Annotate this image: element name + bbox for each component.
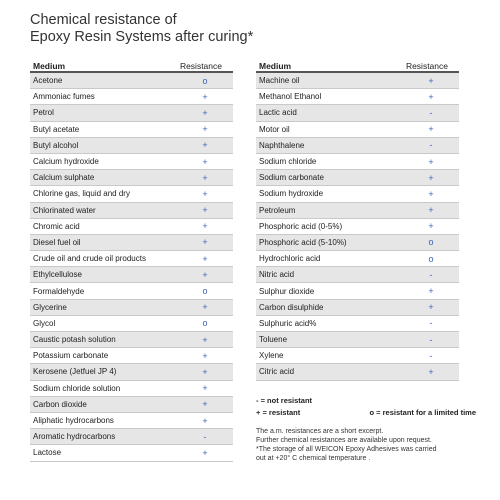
- medium-cell: Butyl alcohol: [33, 140, 79, 150]
- medium-cell: Aliphatic hydrocarbons: [33, 416, 114, 426]
- note-line: The a.m. resistances are a short excerpt.: [256, 428, 384, 435]
- table-row: [256, 283, 459, 299]
- medium-cell: Chlorine gas, liquid and dry: [33, 189, 130, 199]
- table-row: [256, 154, 459, 170]
- table-row: [30, 348, 233, 364]
- note-line: *The storage of all WEICON Epoxy Adhesives was carried: [256, 446, 437, 453]
- medium-cell: Motor oil: [259, 124, 290, 134]
- table-row: [30, 73, 233, 89]
- medium-cell: Aromatic hydrocarbons: [33, 432, 116, 442]
- legend-not-resistant: - = not resistant: [256, 396, 313, 405]
- table-row: [30, 105, 233, 121]
- footnotes: [256, 427, 481, 463]
- legend: [256, 396, 476, 417]
- medium-cell: Sodium chloride: [259, 157, 317, 167]
- resistance-table-right: [256, 57, 459, 381]
- resistance-cell: +: [202, 140, 208, 151]
- table-row: [30, 203, 233, 219]
- medium-cell: Sulphuric acid%: [259, 318, 317, 328]
- table-row: [256, 300, 459, 316]
- resistance-cell: +: [428, 124, 434, 135]
- table-row: [30, 316, 233, 332]
- medium-cell: Acetone: [33, 76, 63, 86]
- medium-cell: Petroleum: [259, 205, 296, 215]
- medium-cell: Diesel fuel oil: [33, 237, 81, 247]
- table-row: [30, 300, 233, 316]
- resistance-cell: +: [202, 366, 208, 377]
- resistance-cell: +: [428, 91, 434, 102]
- resistance-cell: +: [428, 172, 434, 183]
- resistance-cell: +: [202, 107, 208, 118]
- medium-cell: Citric acid: [259, 367, 295, 377]
- resistance-cell: o: [202, 318, 208, 329]
- medium-cell: Chromic acid: [33, 221, 80, 231]
- table-body: [256, 73, 459, 381]
- resistance-cell: +: [202, 237, 208, 248]
- medium-cell: Potassium carbonate: [33, 351, 109, 361]
- medium-cell: Calcium hydroxide: [33, 157, 99, 167]
- table-row: [256, 235, 459, 251]
- table-row: [256, 138, 459, 154]
- table-row: [30, 267, 233, 283]
- medium-cell: Ethylcellulose: [33, 270, 82, 280]
- table-row: [30, 235, 233, 251]
- medium-cell: Glycol: [33, 318, 56, 328]
- table-row: [30, 122, 233, 138]
- medium-cell: Chlorinated water: [33, 205, 96, 215]
- resistance-cell: o: [428, 253, 434, 264]
- legend-resistant: + = resistant: [256, 408, 301, 417]
- resistance-cell: -: [429, 107, 433, 118]
- table-row: [30, 251, 233, 267]
- resistance-cell: o: [202, 75, 208, 86]
- resistance-column-header: Resistance: [179, 61, 222, 71]
- table-row: [256, 267, 459, 283]
- medium-cell: Glycerine: [33, 302, 67, 312]
- table-row: [30, 170, 233, 186]
- resistance-cell: -: [429, 318, 433, 329]
- legend-limited: o = resistant for a limited time: [369, 408, 476, 417]
- table-row: [30, 364, 233, 380]
- medium-cell: Sodium hydroxide: [259, 189, 324, 199]
- medium-cell: Ammoniac fumes: [33, 92, 95, 102]
- table-row: [30, 154, 233, 170]
- medium-cell: Butyl acetate: [33, 124, 80, 134]
- medium-column-header: Medium: [259, 61, 292, 71]
- document-title: [30, 12, 253, 46]
- table-row: [30, 89, 233, 105]
- resistance-cell: -: [429, 334, 433, 345]
- medium-cell: Hydrochloric acid: [259, 254, 321, 264]
- table-body: [30, 73, 233, 462]
- medium-cell: Methanol Ethanol: [259, 92, 322, 102]
- medium-cell: Kerosene (Jetfuel JP 4): [33, 367, 117, 377]
- resistance-cell: +: [428, 221, 434, 232]
- medium-cell: Sodium chloride solution: [33, 383, 121, 393]
- table-row: [256, 170, 459, 186]
- medium-cell: Phosphoric acid (5-10%): [259, 237, 347, 247]
- resistance-cell: -: [203, 431, 207, 442]
- table-row: [256, 219, 459, 235]
- resistance-cell: +: [428, 302, 434, 313]
- table-row: [256, 251, 459, 267]
- medium-cell: Sulphur dioxide: [259, 286, 315, 296]
- table-row: [256, 105, 459, 121]
- resistance-cell: +: [428, 156, 434, 167]
- medium-cell: Xylene: [259, 351, 284, 361]
- medium-cell: Carbon disulphide: [259, 302, 324, 312]
- table-row: [256, 89, 459, 105]
- medium-cell: Crude oil and crude oil products: [33, 254, 146, 264]
- title-line-1: Chemical resistance of: [30, 12, 177, 28]
- title-line-2: Epoxy Resin Systems after curing*: [30, 29, 254, 45]
- table-row: [30, 138, 233, 154]
- table-row: [256, 122, 459, 138]
- table-row: [30, 219, 233, 235]
- table-row: [30, 413, 233, 429]
- table-header: [256, 57, 459, 73]
- medium-cell: Lactic acid: [259, 108, 297, 118]
- resistance-cell: +: [202, 91, 208, 102]
- resistance-cell: +: [202, 415, 208, 426]
- table-row: [256, 186, 459, 202]
- resistance-cell: +: [202, 350, 208, 361]
- medium-cell: Toluene: [259, 335, 288, 345]
- table-row: [30, 429, 233, 445]
- resistance-cell: +: [202, 269, 208, 280]
- resistance-cell: o: [428, 237, 434, 248]
- table-header: [30, 57, 233, 73]
- table-row: [30, 332, 233, 348]
- resistance-cell: o: [202, 286, 208, 297]
- resistance-cell: +: [428, 205, 434, 216]
- resistance-table-left: [30, 57, 233, 462]
- medium-cell: Calcium sulphate: [33, 173, 95, 183]
- resistance-cell: +: [428, 286, 434, 297]
- medium-cell: Lactose: [33, 448, 62, 458]
- resistance-cell: +: [428, 188, 434, 199]
- table-row: [256, 203, 459, 219]
- resistance-cell: +: [202, 383, 208, 394]
- medium-cell: Naphthalene: [259, 140, 305, 150]
- resistance-cell: +: [428, 75, 434, 86]
- resistance-cell: +: [202, 253, 208, 264]
- table-row: [256, 348, 459, 364]
- table-row: [30, 397, 233, 413]
- note-line: out at +20° C chemical temperature .: [256, 455, 371, 462]
- resistance-cell: -: [429, 350, 433, 361]
- medium-cell: Phosphoric acid (0-5%): [259, 221, 343, 231]
- resistance-cell: +: [202, 172, 208, 183]
- medium-cell: Caustic potash solution: [33, 335, 116, 345]
- table-row: [256, 316, 459, 332]
- medium-cell: Formaldehyde: [33, 286, 85, 296]
- medium-column-header: Medium: [33, 61, 66, 71]
- resistance-cell: +: [202, 205, 208, 216]
- table-row: [30, 445, 233, 461]
- table-row: [256, 364, 459, 380]
- medium-cell: Petrol: [33, 108, 54, 118]
- table-row: [256, 73, 459, 89]
- resistance-cell: +: [202, 124, 208, 135]
- table-row: [30, 381, 233, 397]
- resistance-cell: -: [429, 269, 433, 280]
- resistance-cell: +: [202, 334, 208, 345]
- table-row: [256, 332, 459, 348]
- medium-cell: Carbon dioxide: [33, 399, 87, 409]
- note-line: Further chemical resistances are available upon request.: [256, 437, 432, 444]
- resistance-cell: +: [202, 447, 208, 458]
- resistance-cell: -: [429, 140, 433, 151]
- resistance-cell: +: [428, 366, 434, 377]
- medium-cell: Nitric acid: [259, 270, 295, 280]
- table-row: [30, 186, 233, 202]
- resistance-cell: +: [202, 221, 208, 232]
- medium-cell: Machine oil: [259, 76, 300, 86]
- resistance-cell: +: [202, 188, 208, 199]
- resistance-cell: +: [202, 302, 208, 313]
- medium-cell: Sodium carbonate: [259, 173, 324, 183]
- resistance-cell: +: [202, 156, 208, 167]
- resistance-column-header: Resistance: [405, 61, 448, 71]
- resistance-cell: +: [202, 399, 208, 410]
- table-row: [30, 283, 233, 299]
